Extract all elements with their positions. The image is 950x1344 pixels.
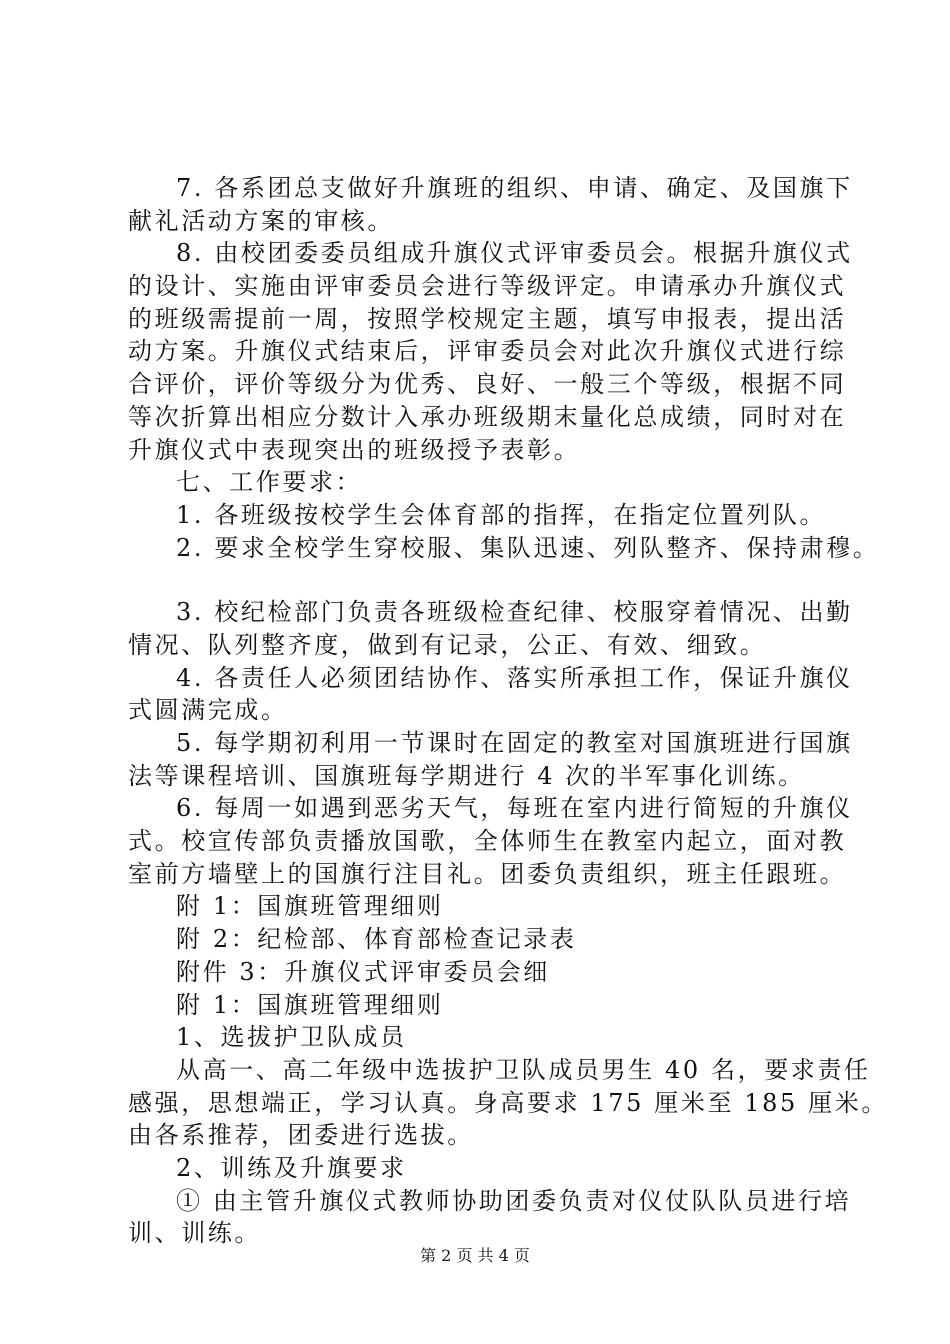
text-line: 4. 各责任人必须团结协作、落实所承担工作，保证升旗仪: [176, 663, 853, 692]
text-line: 的设计、实施由评审委员会进行等级评定。申请承办升旗仪式: [128, 272, 847, 301]
text-line: 感强，思想端正，学习认真。身高要求 175 厘米至 185 厘米。: [128, 1088, 888, 1117]
text-line: 从高一、高二年级中选拔护卫队成员男生 40 名，要求责任: [176, 1055, 871, 1084]
text-line: 8. 由校团委委员组成升旗仪式评审委员会。根据升旗仪式: [176, 239, 853, 268]
text-line: 室前方墙壁上的国旗行注目礼。团委负责组织，班主任跟班。: [128, 859, 847, 888]
text-line: 7. 各系团总支做好升旗班的组织、申请、确定、及国旗下: [176, 174, 853, 202]
text-line: 升旗仪式中表现突出的班级授予表彰。: [128, 435, 581, 464]
text-line: 七、工作要求：: [176, 468, 363, 497]
text-line: 合评价，评价等级分为优秀、良好、一般三个等级，根据不同: [128, 370, 847, 399]
text-line: 1. 各班级按校学生会体育部的指挥，在指定位置列队。: [176, 500, 827, 529]
text-line: 的班级需提前一周，按照学校规定主题，填写申报表，提出活: [128, 304, 847, 333]
text-line: 训、训练。: [128, 1219, 261, 1248]
text-line: 动方案。升旗仪式结束后，评审委员会对此次升旗仪式进行综: [128, 337, 847, 366]
text-line: 附件 3：升旗仪式评审委员会细: [176, 957, 550, 986]
text-line: 献礼活动方案的审核。: [128, 206, 394, 235]
text-line: 3. 校纪检部门负责各班级检查纪律、校服穿着情况、出勤: [176, 598, 853, 627]
paragraph-gap: [128, 564, 838, 596]
document-body: [128, 172, 888, 1250]
text-line: ① 由主管升旗仪式教师协助团委负责对仪仗队队员进行培: [176, 1186, 852, 1215]
text-line: 6. 每周一如遇到恶劣天气，每班在室内进行简短的升旗仪: [176, 794, 853, 823]
text-line: 附 2：纪检部、体育部检查记录表: [176, 925, 577, 954]
text-line: 情况、队列整齐度，做到有记录，公正、有效、细致。: [128, 630, 767, 659]
text-line: 法等课程培训、国旗班每学期进行 4 次的半军事化训练。: [128, 761, 805, 790]
text-line: 附 1：国旗班管理细则: [176, 990, 444, 1019]
text-line: 式圆满完成。: [128, 696, 288, 725]
text-line: 式。校宣传部负责播放国歌，全体师生在教室内起立，面对教: [128, 827, 847, 856]
text-line: 由各系推荐，团委进行选拔。: [128, 1121, 474, 1150]
text-line: 等次折算出相应分数计入承办班级期末量化总成绩，同时对在: [128, 402, 847, 431]
page-footer: 第 2 页 共 4 页: [420, 1246, 530, 1265]
text-line: 附 1：国旗班管理细则: [176, 892, 444, 921]
text-line: 2. 要求全校学生穿校服、集队迅速、列队整齐、保持肃穆。: [176, 533, 880, 562]
text-line: 5. 每学期初利用一节课时在固定的教室对国旗班进行国旗: [176, 729, 853, 757]
text-line: 2、训练及升旗要求: [176, 1153, 407, 1182]
text-line: 1、选拔护卫队成员: [176, 1023, 407, 1052]
